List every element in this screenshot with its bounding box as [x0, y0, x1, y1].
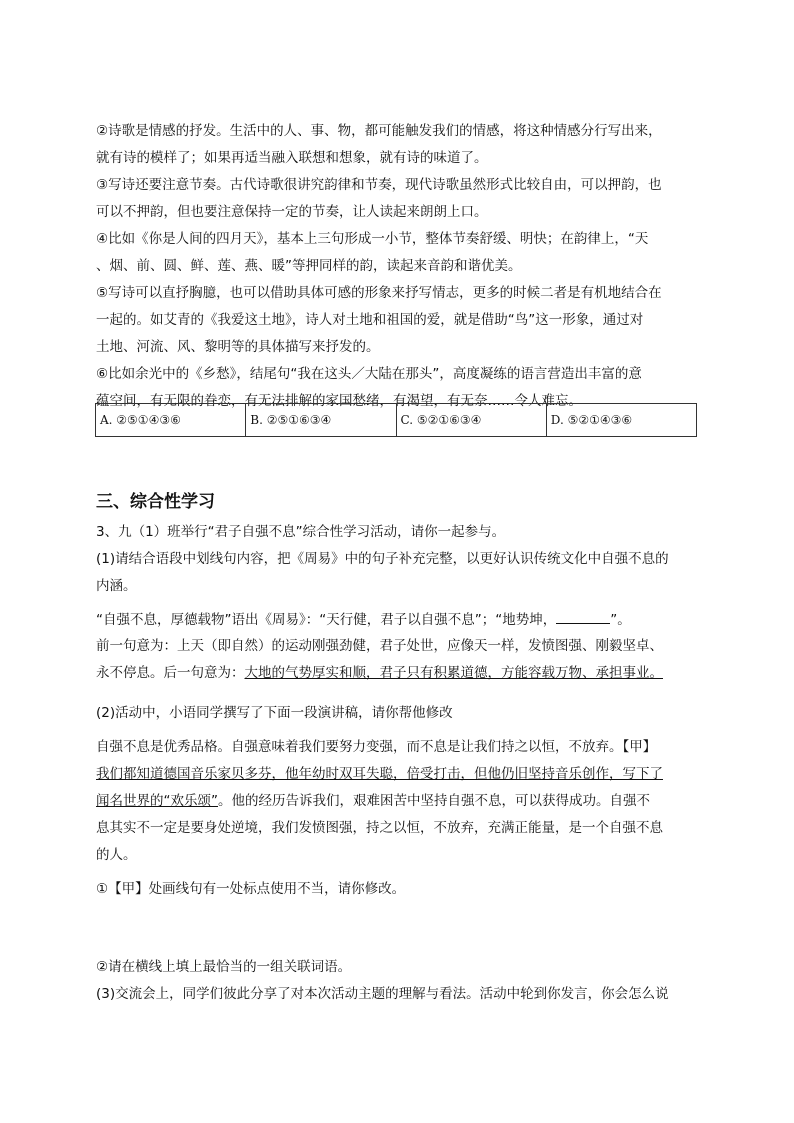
sub-question-1: (1)请结合语段中划线句内容，把《周易》中的句子补充完整，以更好认识传统文化中自强不息的	[96, 551, 669, 567]
paragraph-line: ③写诗还要注意节奏。古代诗歌很讲究韵律和节奏，现代诗歌虽然形式比较自由，可以押韵，也	[96, 177, 662, 193]
fill-blank[interactable]	[556, 609, 610, 624]
question-stem: 3、九（1）班举行“君子自强不息”综合性学习活动，请你一起参与。	[96, 524, 506, 540]
meaning-line	[96, 663, 663, 683]
paragraph-line: 土地、河流、风、黎明等的具体描写来抒发的。	[96, 339, 380, 355]
sub-question-2: (2)活动中，小语同学撰写了下面一段演讲稿，请你帮他修改	[96, 705, 453, 721]
answer-options-table	[95, 403, 697, 437]
quote-text: “自强不息，厚德载物”语出《周易》：“天行健，君子以自强不息”；“地势坤，	[96, 612, 557, 628]
sub-question-2-2: ②请在横线上填上最恰当的一组关联词语。	[96, 959, 352, 975]
meaning-line: 前一句意为：上天（即自然）的运动刚强劲健，君子处世，应像天一样，发愤图强、刚毅坚卓、	[96, 638, 663, 654]
paragraph-line: 可以不押韵，但也要注意保持一定的节奏，让人读起来朗朗上口。	[96, 204, 488, 220]
paragraph-line: ②诗歌是情感的抒发。生活中的人、事、物，都可能触发我们的情感，将这种情感分行写出来，	[96, 123, 662, 139]
option-c[interactable]: C. ⑤②①⑥③④	[396, 404, 546, 437]
quote-end: ”。	[610, 612, 631, 628]
speech-line: 息其实不一定是要身处逆境，我们发愤图强，持之以恒，不放弃，充满正能量，是一个自强不息	[96, 820, 663, 836]
option-a[interactable]: A. ②⑤①④③⑥	[96, 404, 246, 437]
speech-line	[96, 764, 663, 784]
speech-line	[96, 791, 650, 811]
speech-line: 的人。	[96, 847, 137, 863]
paragraph-line: ④比如《你是人间的四月天》，基本上三句形成一小节，整体节奏舒缓、明快；在韵律上，“天	[96, 231, 649, 247]
underlined-sentence: 大地的气势厚实和顺，君子只有积累道德，方能容载万物、承担事业。	[244, 665, 663, 681]
quote-line	[96, 609, 631, 630]
sub-question-1-cont: 内涵。	[96, 578, 137, 594]
paragraph-line: 一起的。如艾青的《我爱这土地》，诗人对土地和祖国的爱，就是借助“鸟”这一形象，通过对	[96, 312, 644, 328]
option-d[interactable]: D. ⑤②①④③⑥	[546, 404, 696, 437]
underlined-sentence: 我们都知道德国音乐家贝多芬，他年幼时双耳失聪，倍受打击，但他仍旧坚持音乐创作，写下了	[96, 766, 663, 782]
option-b[interactable]: B. ②⑤①⑥③④	[246, 404, 396, 437]
sub-question-3: (3)交流会上，同学们彼此分享了对本次活动主题的理解与看法。活动中轮到你发言，你会怎么说	[96, 986, 669, 1002]
paragraph-line: 就有诗的模样了；如果再适当融入联想和想象，就有诗的味道了。	[96, 150, 488, 166]
underlined-sentence: 闻名世界的“欢乐颂”	[96, 793, 218, 809]
meaning-text: 永不停息。后一句意为：	[96, 665, 245, 681]
paragraph-line: ⑥比如余光中的《乡愁》，结尾句“我在这头／大陆在那头”，高度凝练的语言营造出丰富的意	[96, 366, 642, 382]
paragraph-line: 蕴空间，有无限的眷恋，有无法排解的家国愁绪，有渴望，有无奈……令人难忘。	[96, 393, 582, 409]
section-title: 三、综合性学习	[96, 492, 215, 512]
speech-text: 。他的经历告诉我们，艰难困苦中坚持自强不息，可以获得成功。自强不	[218, 793, 650, 809]
speech-line: 自强不息是优秀品格。自强意味着我们要努力变强，而不息是让我们持之以恒，不放弃。【甲】	[96, 739, 657, 755]
paragraph-line: 、烟、前、圆、鲜、莲、燕、暖”等押同样的韵，读起来音韵和谐优美。	[96, 258, 522, 274]
paragraph-line: ⑤写诗可以直抒胸臆，也可以借助具体可感的形象来抒写情志，更多的时候二者是有机地结合在	[96, 285, 662, 301]
sub-question-2-1: ①【甲】处画线句有一处标点使用不当，请你修改。	[96, 881, 406, 897]
